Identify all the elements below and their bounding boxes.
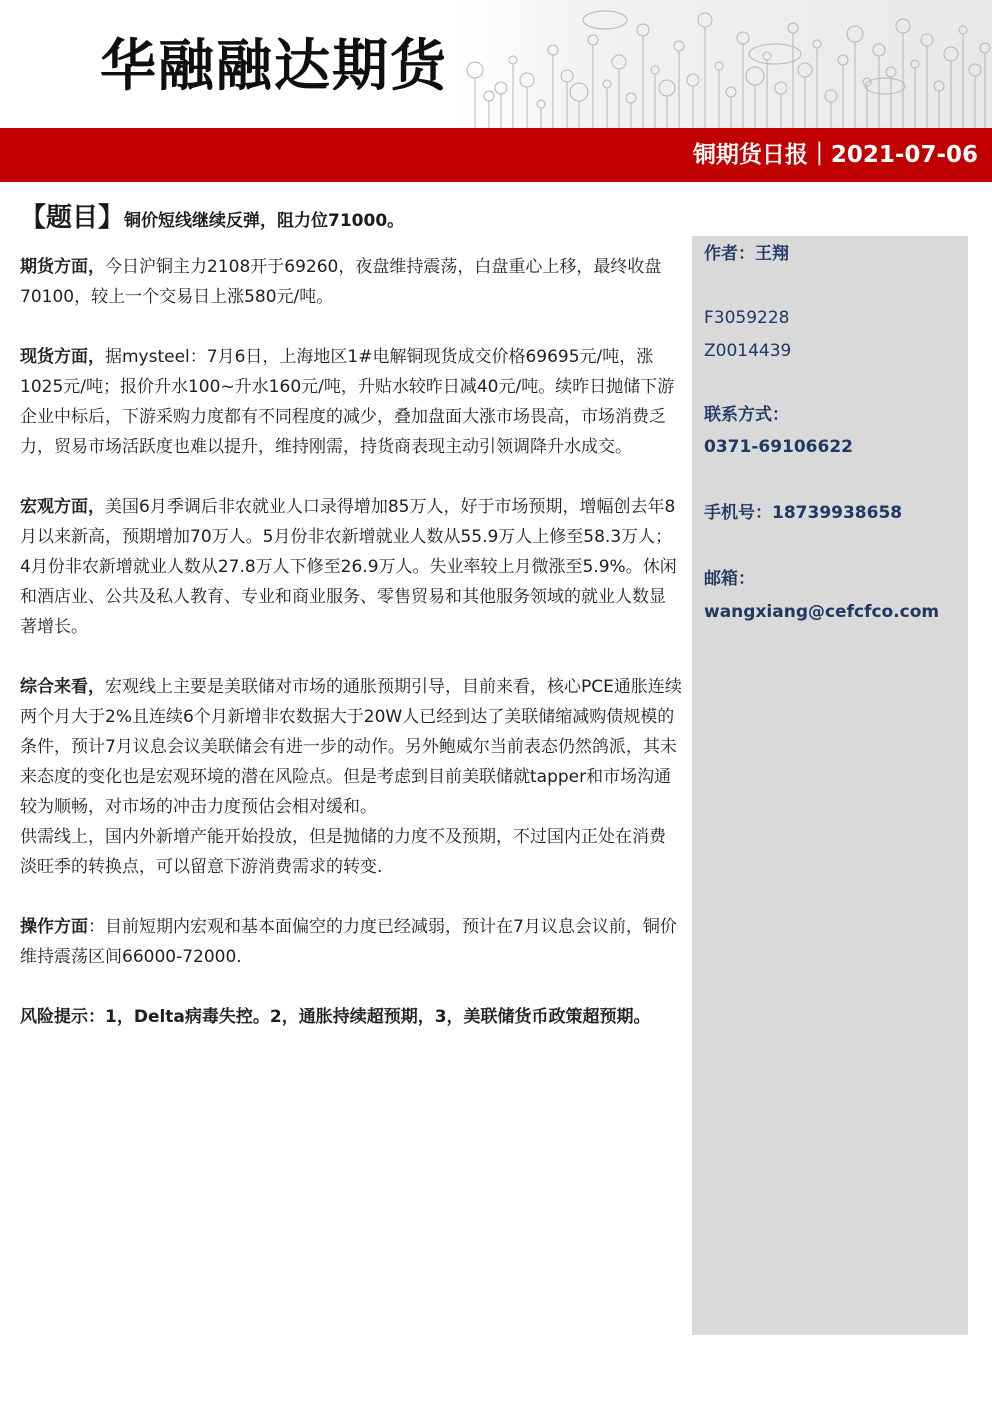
- report-title: 铜期货日报｜2021-07-06: [692, 142, 978, 168]
- section-spot: [20, 342, 682, 462]
- email-label: 邮箱：: [704, 569, 755, 589]
- section-text: 美国6月季调后非农就业人口录得增加85万人，好于市场预期，增幅创去年8月以来新高，预期增加70万人。5月份非农新增就业人数从55.9万人上修至58.3万人；4月份非农新增就业人数从27.8万人下修至26.9万人。失业率较上月微涨至5.9%。休闲和酒店业、公共及私人教育、专业和商业服务、零售贸易和其他服务领域的就业人数显著增长。: [20, 497, 677, 637]
- section-summary: [20, 672, 682, 822]
- section-futures: [20, 252, 682, 312]
- section-lead: 综合来看，: [20, 677, 105, 697]
- section-text: 宏观线上主要是美联储对市场的通胀预期引导，目前来看，核心PCE通胀连续两个月大于2%且连续6个月新增非农数据大于20W人已经到达了美联储缩减购债规模的条件，预计7月议息会议美联储会有进一步的动作。另外鲍威尔当前表态仍然鸽派，其未来态度的变化也是宏观环境的潜在风险点。但是考虑到目前美联储就tapper和市场沟通较为顺畅，对市场的冲击力度预估会相对缓和。: [20, 677, 682, 817]
- section-risk: [20, 1002, 682, 1032]
- author-sidebar: [692, 236, 968, 1335]
- section-text: 今日沪铜主力2108开于69260，夜盘维持震荡，白盘重心上移，最终收盘70100，较上一个交易日上涨580元/吨。: [20, 257, 662, 307]
- header-decoration: [455, 0, 992, 128]
- license-number-2: Z0014439: [704, 341, 792, 361]
- company-logo-text: 华融融达期货: [100, 33, 448, 99]
- headline-text: 铜价短线继续反弹，阻力位71000。: [124, 211, 405, 231]
- section-macro: [20, 492, 682, 642]
- headline: [20, 196, 680, 243]
- section-text: ：目前短期内宏观和基本面偏空的力度已经减弱，预计在7月议息会议前，铜价维持震荡区间66000-72000.: [20, 917, 677, 967]
- section-supply-demand: [20, 822, 682, 882]
- contact-phone: 0371-69106622: [704, 437, 853, 457]
- section-lead: 宏观方面，: [20, 497, 105, 517]
- license-number-1: F3059228: [704, 308, 790, 328]
- section-lead: 现货方面，: [20, 347, 105, 367]
- email-address: wangxiang@cefcfco.com: [704, 602, 940, 622]
- section-text: 据mysteel：7月6日，上海地区1#电解铜现货成交价格69695元/吨，涨1025元/吨；报价升水100~升水160元/吨，升贴水较昨日减40元/吨。续昨日抛储下游企业中标后，下游采购力度都有不同程度的减少，叠加盘面大涨市场畏高，市场消费乏力，贸易市场活跃度也难以提升，维持刚需，持货商表现主动引领调降升水成交。: [20, 347, 675, 457]
- section-lead: 风险提示：1，Delta病毒失控。2，通胀持续超预期，3，美联储货币政策超预期。: [20, 1007, 651, 1027]
- headline-bracket: 【题目】: [20, 203, 125, 233]
- section-text: 供需线上，国内外新增产能开始投放，但是抛储的力度不及预期，不过国内正处在消费淡旺季的转换点，可以留意下游消费需求的转变.: [20, 827, 666, 877]
- report-body: [20, 252, 682, 1062]
- section-lead: 期货方面，: [20, 257, 105, 277]
- mobile-number: 手机号：18739938658: [704, 503, 903, 523]
- section-operation: [20, 912, 682, 972]
- section-lead: 操作方面: [20, 917, 88, 937]
- contact-label: 联系方式：: [704, 405, 789, 425]
- author-name: 作者：王翔: [704, 244, 789, 264]
